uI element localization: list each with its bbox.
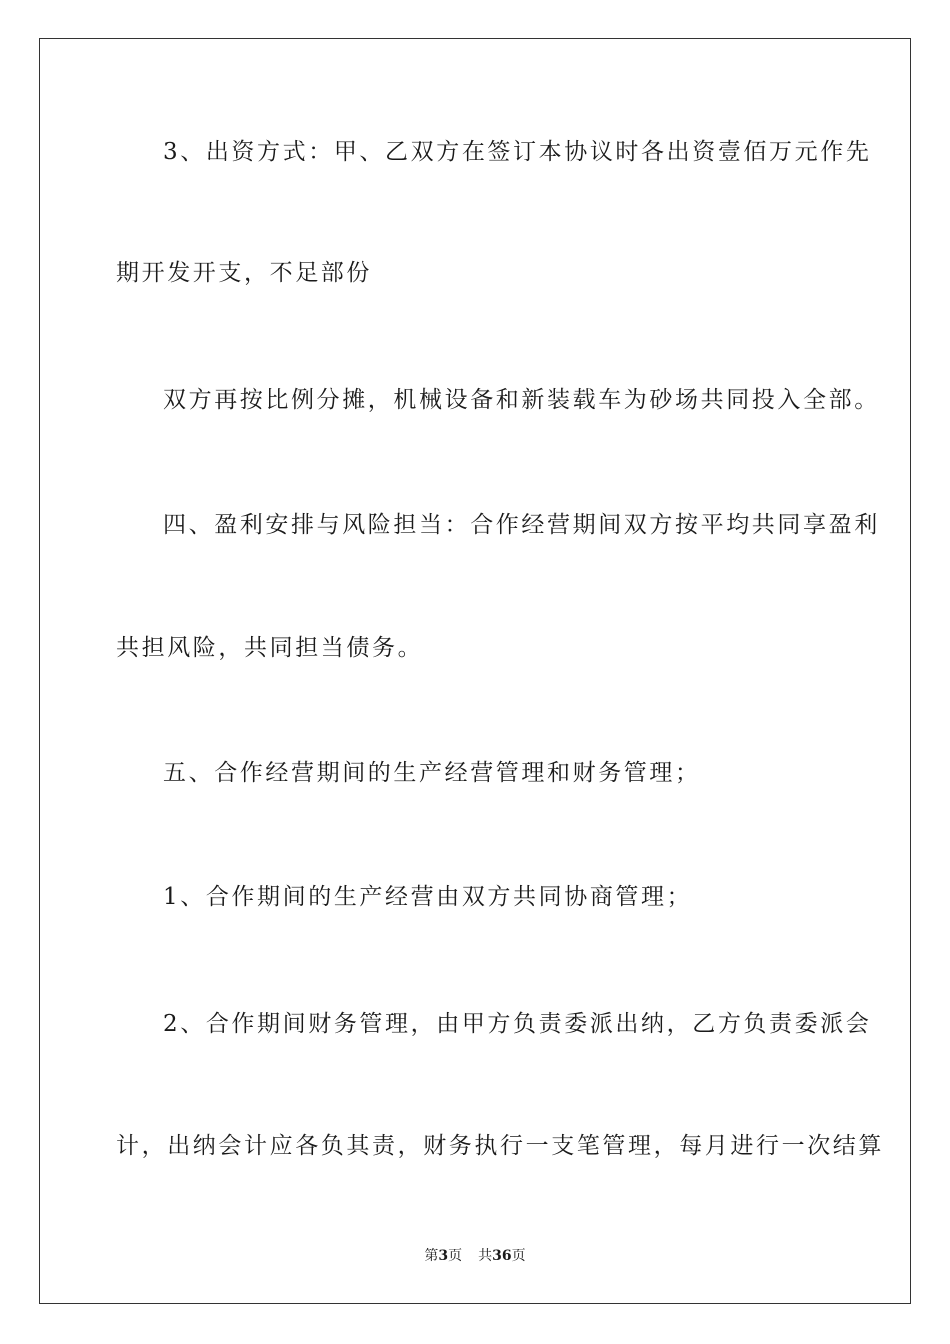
total-prefix: 共 bbox=[478, 1248, 493, 1264]
current-page-number: 3 bbox=[438, 1248, 449, 1264]
paragraph-line: 五、合作经营期间的生产经营管理和财务管理； bbox=[163, 760, 701, 786]
total-suffix: 页 bbox=[511, 1248, 526, 1264]
paragraph-line: 2、合作期间财务管理，由甲方负责委派出纳，乙方负责委派会 bbox=[163, 1011, 872, 1037]
paragraph-line: 共担风险，共同担当债务。 bbox=[116, 635, 424, 661]
page-border bbox=[39, 38, 911, 1304]
page-footer bbox=[0, 1246, 950, 1266]
paragraph-line: 期开发开支，不足部份 bbox=[116, 260, 372, 286]
paragraph-line: 双方再按比例分摊，机械设备和新装载车为砂场共同投入全部。 bbox=[163, 387, 880, 413]
paragraph-line: 四、盈利安排与风险担当：合作经营期间双方按平均共同享盈利 bbox=[163, 512, 880, 538]
page-prefix: 第 bbox=[424, 1248, 439, 1264]
total-page-count: 36 bbox=[492, 1248, 512, 1264]
paragraph-line: 1、合作期间的生产经营由双方共同协商管理； bbox=[163, 884, 693, 910]
paragraph-line: 计，出纳会计应各负其责，财务执行一支笔管理，每月进行一次结算 bbox=[116, 1133, 884, 1159]
paragraph-line: 3、出资方式：甲、乙双方在签订本协议时各出资壹佰万元作先 bbox=[163, 139, 872, 165]
page-suffix: 页 bbox=[448, 1248, 463, 1264]
